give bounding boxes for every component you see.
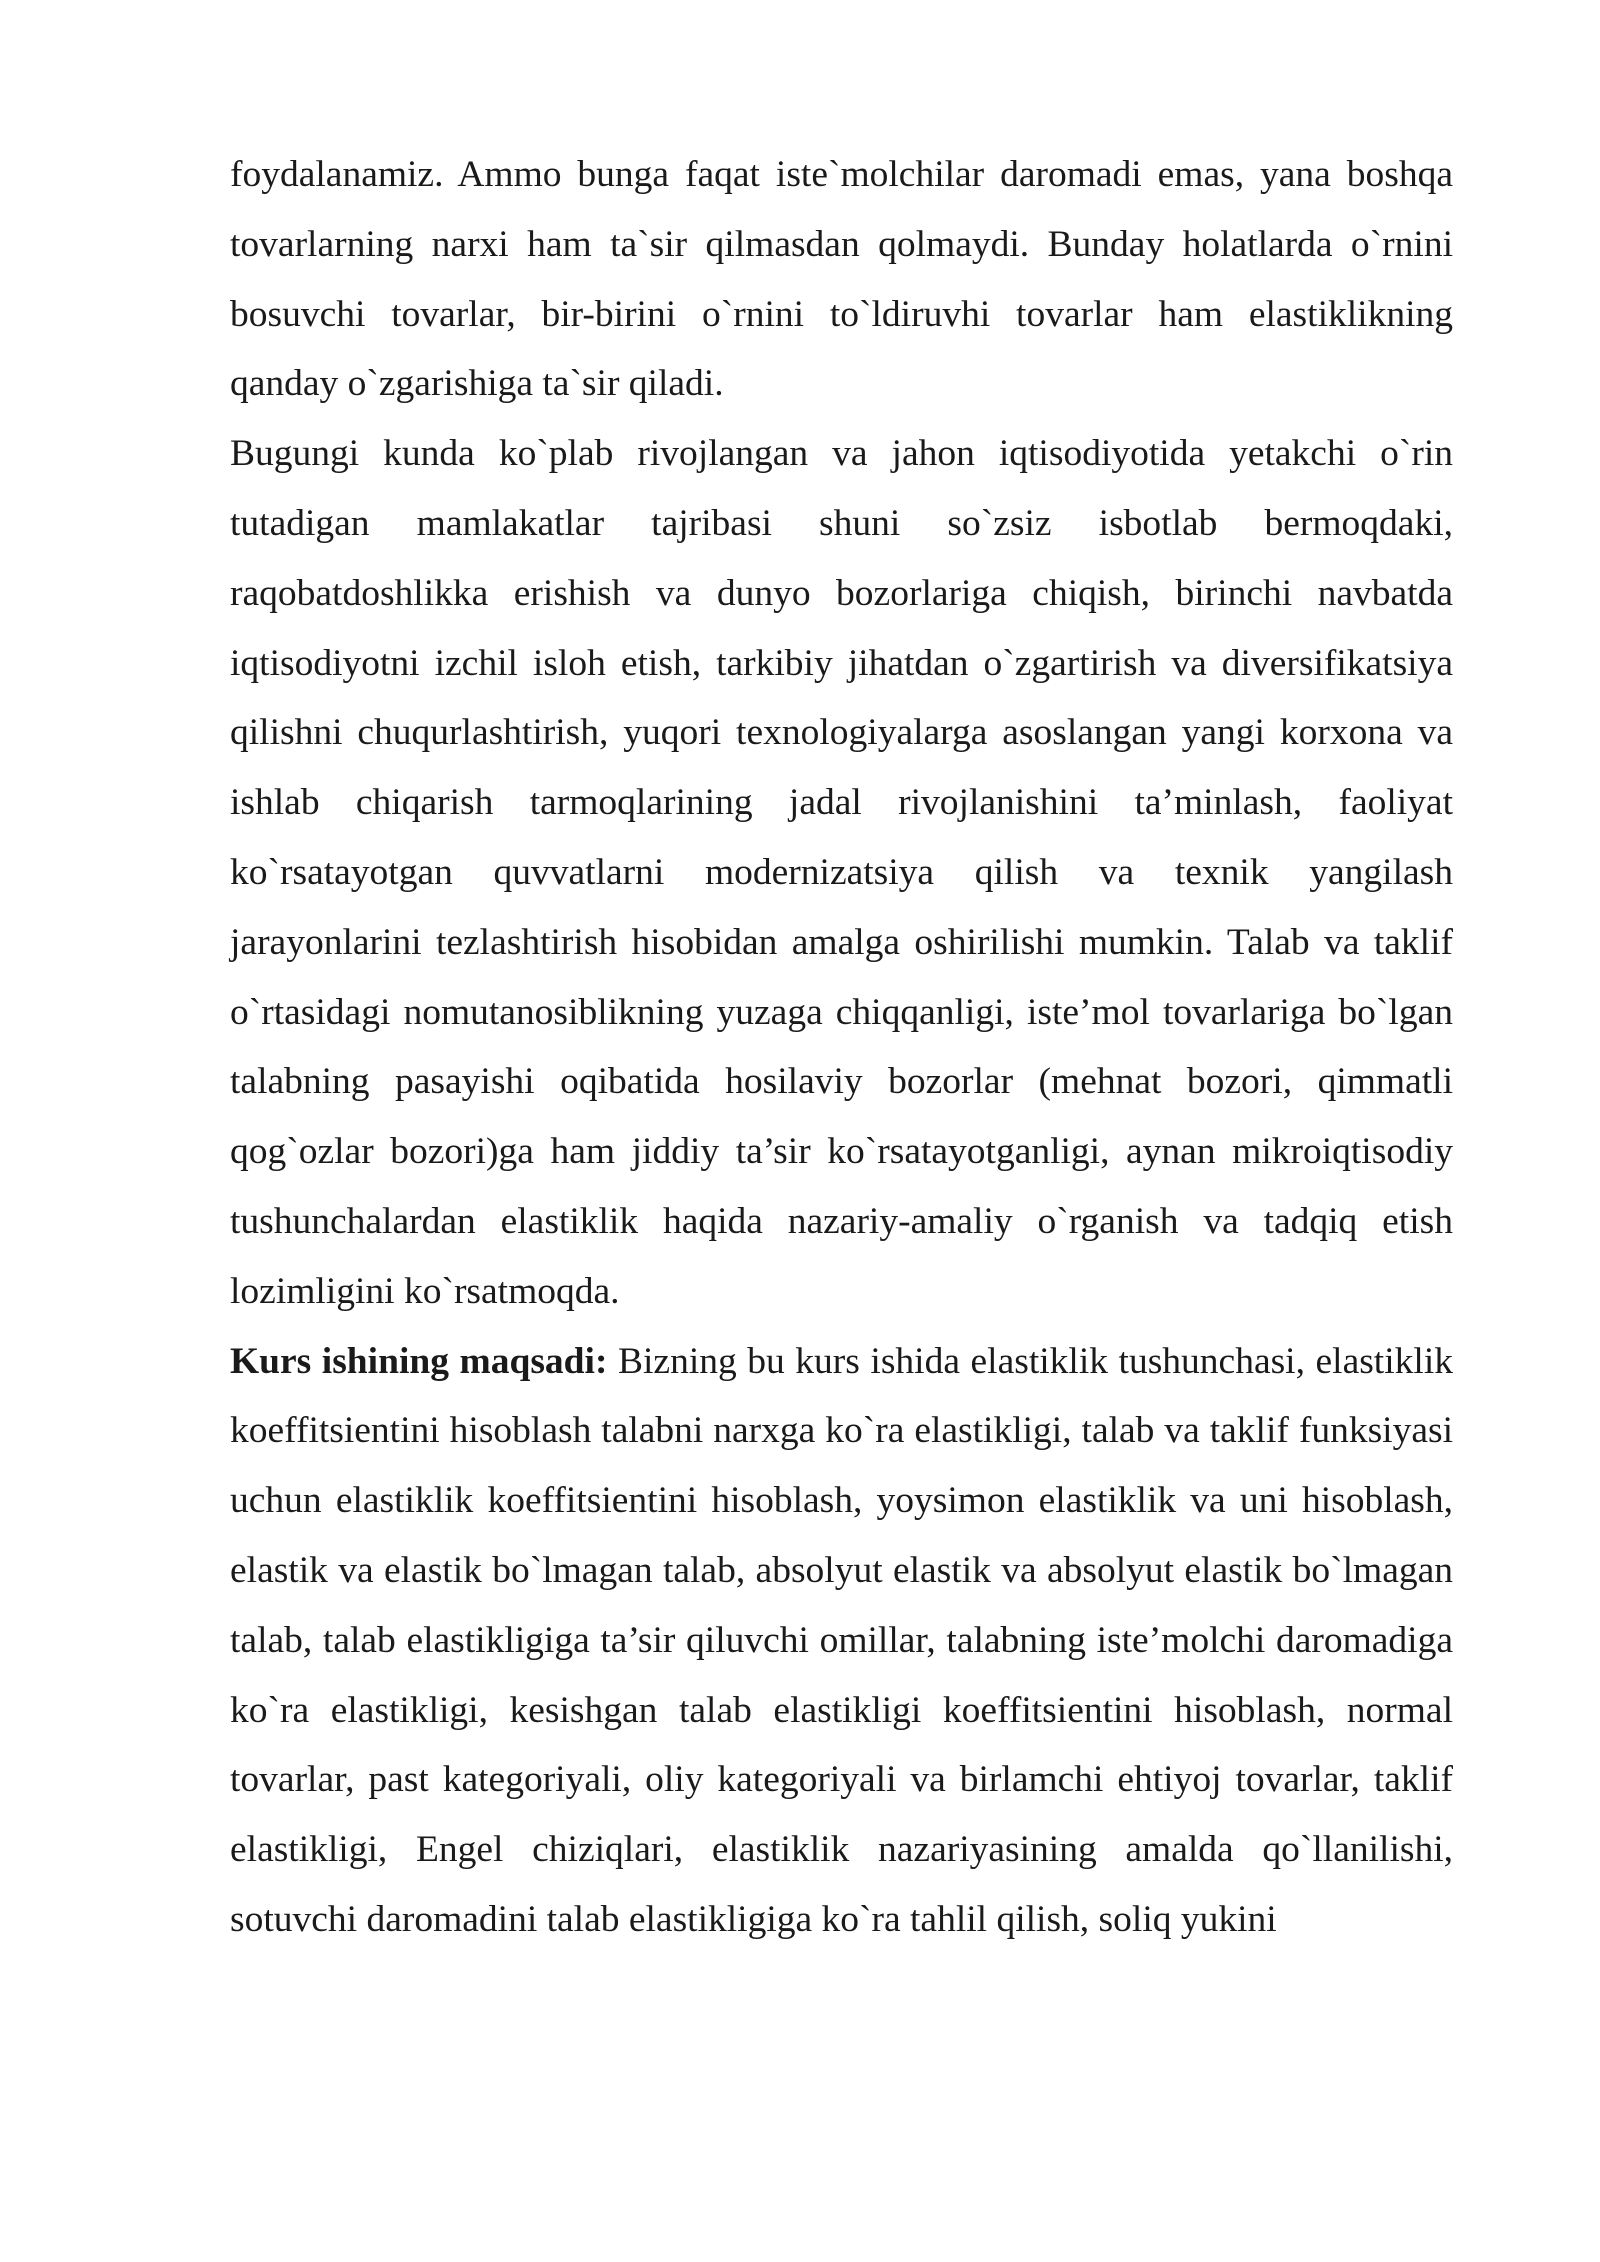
paragraph-1: foydalanamiz. Ammo bunga faqat iste`molchilar daromadi emas, yana boshqa tovarlarning narxi ham ta`sir qilmasdan qolmaydi. Bunday holatlarda o`rnini bosuvchi tovarlar, bir-birini o`rnini to`ldiruvhi tovarlar ham elastiklikning qanday o`zgarishiga ta`sir qiladi. xyxy=(230,154,1453,405)
paragraph-2: Bugungi kunda ko`plab rivojlangan va jahon iqtisodiyotida yetakchi o`rin tutadigan mamlakatlar tajribasi shuni so`zsiz isbotlab bermoqdaki, raqobatdoshlikka erishish va dunyo bozorlariga chiqish, birinchi navbatda iqtisodiyotni izchil isloh etish, tarkibiy jihatdan o`zgartirish va diversifikatsiya qilishni chuqurlashtirish, yuqori texnologiyalarga asoslangan yangi korxona va ishlab chiqarish tarmoqlarining jadal rivojlanishini ta’minlash, faoliyat ko`rsatayotgan quvvatlarni modernizatsiya qilish va texnik yangilash jarayonlarini tezlashtirish hisobidan amalga oshirilishi mumkin. Talab va taklif o`rtasidagi nomutanosiblikning yuzaga chiqqanligi, iste’mol tovarlariga bo`lgan talabning pasayishi oqibatida hosilaviy bozorlar (mehnat bozori, qimmatli qog`ozlar bozori)ga ham jiddiy ta’sir ko`rsatayotganligi, aynan mikroiqtisodiy tushunchalardan elastiklik haqida nazariy-amaliy o`rganish va tadqiq etish lozimligini ko`rsatmoqda. xyxy=(230,433,1453,1312)
paragraph-3-body: Bizning bu kurs ishida elastiklik tushunchasi, elastiklik koeffitsientini hisoblash talabni narxga ko`ra elastikligi, talab va taklif funksiyasi uchun elastiklik koeffitsientini hisoblash, yoysimon elastiklik va uni hisoblash, elastik va elastik bo`lmagan talab, absolyut elastik va absolyut elastik bo`lmagan talab, talab elastikligiga ta’sir qiluvchi omillar, talabning iste’molchi daromadiga ko`ra elastikligi, kesishgan talab elastikligi koeffitsientini hisoblash, normal tovarlar, past kategoriyali, oliy kategoriyali va birlamchi ehtiyoj tovarlar, taklif elastikligi, Engel chiziqlari, elastiklik nazariyasining amalda qo`llanilishi, sotuvchi daromadini talab elastikligiga ko`ra tahlil qilish, soliq yukini xyxy=(230,1340,1453,1940)
paragraph-3 xyxy=(230,1327,1453,1955)
document-body xyxy=(230,140,1453,1955)
paragraph-3-lead: Kurs ishining maqsadi: xyxy=(230,1340,608,1382)
